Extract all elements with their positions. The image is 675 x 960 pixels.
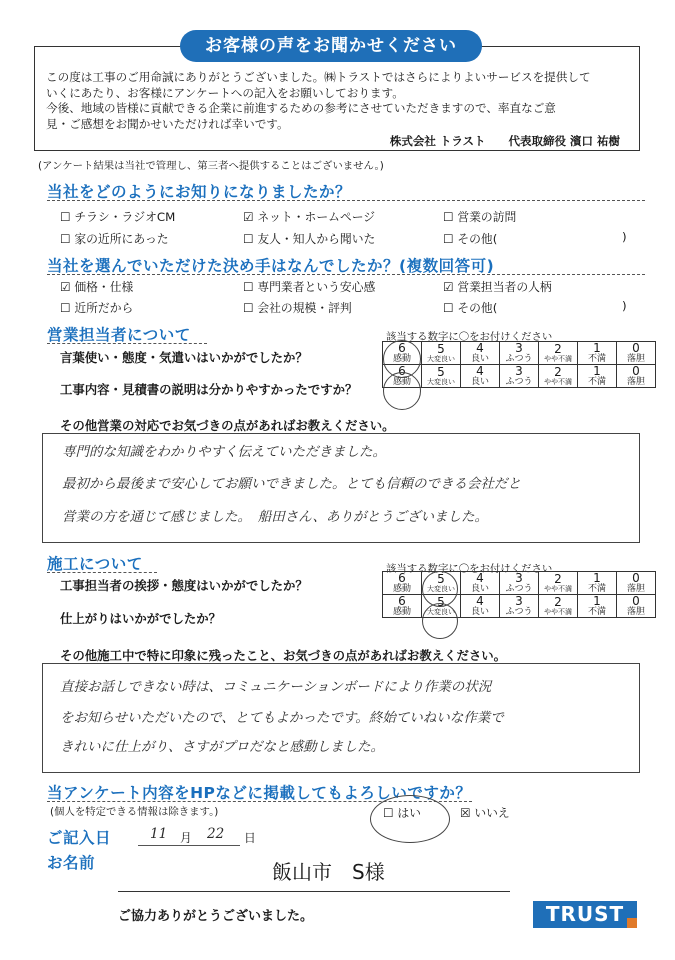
rating-cell-5[interactable]: 5 大変良い xyxy=(422,342,461,365)
rating-cell-5[interactable]: 5 大変良い xyxy=(422,595,461,618)
rating-cell-2[interactable]: 2 やや不満 xyxy=(539,595,578,618)
intro-line: 見・ご感想をお聞かせいただければ幸いです。 xyxy=(46,116,289,131)
rating-instruction: 該当する数字に〇をお付けください xyxy=(386,563,553,575)
sales-comment-line: 専門的な知識をわかりやすく伝えていただきました。 xyxy=(62,444,386,460)
rating-cell-3[interactable]: 3 ふつう xyxy=(500,595,539,618)
date-month: 11 xyxy=(150,826,168,842)
rating-cell-4[interactable]: 4 良い xyxy=(461,595,500,618)
rating-cell-1[interactable]: 1 不満 xyxy=(578,342,617,365)
trust-logo: TRUST xyxy=(533,901,637,928)
divider xyxy=(47,274,645,275)
rating-cell-5[interactable]: 5 大変良い xyxy=(422,572,461,595)
rating-cell-6[interactable]: 6 感動 xyxy=(383,572,422,595)
intro-line: この度は工事のご用命誠にありがとうございました。㈱トラストではさらによりよいサービスを提供して xyxy=(46,70,591,84)
q2-option[interactable]: ☐ 会社の規模・評判 xyxy=(243,301,352,315)
q1-option[interactable]: ☐ 友人・知人から聞いた xyxy=(243,232,376,246)
intro-line: いくにあたり、お客様にアンケートへの記入をお願いしております。 xyxy=(46,85,404,100)
privacy-note: (アンケート結果は当社で管理し、第三者へ提供することはございません。) xyxy=(38,160,384,172)
rating-cell-6[interactable]: 6 感動 xyxy=(383,595,422,618)
thanks-text: ご協力ありがとうございました。 xyxy=(118,909,314,924)
construction-comment-line: をお知らせいただいたので、とてもよかったです。終始ていねいな作業で xyxy=(60,710,504,726)
rating-cell-2[interactable]: 2 やや不満 xyxy=(539,342,578,365)
publish-yes-option[interactable]: ☐ はい xyxy=(383,806,421,820)
sales-rating-table xyxy=(382,341,656,388)
date-label: ご記入日 xyxy=(47,829,112,847)
hand-circle-mark xyxy=(383,372,421,410)
rating-cell-6[interactable]: 6 感動 xyxy=(383,365,422,388)
divider xyxy=(47,572,157,573)
construction-comment-line: きれいに仕上がり、さすがプロだなと感動しました。 xyxy=(60,739,384,755)
hand-circle-mark xyxy=(370,795,450,843)
rating-cell-0[interactable]: 0 落胆 xyxy=(617,342,656,365)
sales-question-2: 工事内容・見積書の説明は分かりやすかったですか？ xyxy=(60,382,358,397)
publish-no-option[interactable]: ☒ いいえ xyxy=(460,806,510,820)
intro-line: 今後、地域の皆様に貢献できる企業に前進するための参考にさせていただきますので、率直なご意 xyxy=(46,101,556,115)
name-underline xyxy=(118,891,510,892)
q2-heading: 当社を選んでいただけた決め手はなんでしたか？(複数回答可) xyxy=(47,257,495,275)
divider xyxy=(47,343,207,344)
sales-question-1: 言葉使い・態度・気遣いはいかがでしたか？ xyxy=(60,350,308,365)
rating-cell-0[interactable]: 0 落胆 xyxy=(617,572,656,595)
rating-cell-4[interactable]: 4 良い xyxy=(461,365,500,388)
q1-heading: 当社をどのようにお知りになりましたか？ xyxy=(47,183,352,201)
rating-cell-3[interactable]: 3 ふつう xyxy=(500,342,539,365)
publish-question: 当アンケート内容をHPなどに掲載してもよろしいですか？ xyxy=(47,784,472,802)
rating-cell-6[interactable]: 6 感動 xyxy=(383,342,422,365)
q1-option[interactable]: ☐ 営業の訪問 xyxy=(443,210,517,224)
q2-option[interactable]: ☐ 近所だから xyxy=(60,301,134,315)
name-label: お名前 xyxy=(47,854,96,872)
q2-option[interactable]: ☐ 専門業者という安心感 xyxy=(243,280,376,294)
publish-note: (個人を特定できる情報は除きます。) xyxy=(50,806,219,818)
sales-comment-line: 営業の方を通じて感じました。 船田さん、ありがとうございました。 xyxy=(62,509,489,525)
construction-question-2: 仕上がりはいかがでしたか？ xyxy=(60,611,222,626)
sales-comment-line: 最初から最後まで安心してお願いできました。とても信頼のできる会社だと xyxy=(62,476,521,492)
rating-instruction: 該当する数字に〇をお付けください xyxy=(386,331,553,343)
q1-option-other[interactable]: ☐ その他( xyxy=(443,232,498,246)
construction-question-1: 工事担当者の挨拶・態度はいかがでしたか？ xyxy=(60,578,308,593)
intro-text xyxy=(46,70,631,132)
q1-option-checked[interactable]: ☑ ネット・ホームページ xyxy=(243,210,376,224)
logo-corner-mark xyxy=(627,918,637,928)
rating-row xyxy=(383,365,656,388)
q2-option-checked[interactable]: ☑ 価格・仕様 xyxy=(60,280,134,294)
q1-option[interactable]: ☐ チラシ・ラジオCM xyxy=(60,210,176,224)
sales-heading: 営業担当者について xyxy=(47,326,191,344)
q2-option-checked[interactable]: ☑ 営業担当者の人柄 xyxy=(443,280,552,294)
rating-row xyxy=(383,342,656,365)
name-value: 飯山市 S様 xyxy=(272,860,385,884)
construction-free-prompt: その他施工中で特に印象に残ったこと、お気づきの点があればお教えください。 xyxy=(60,648,507,663)
day-unit: 日 xyxy=(244,831,256,845)
q2-option-other[interactable]: ☐ その他( xyxy=(443,301,498,315)
rating-cell-2[interactable]: 2 やや不満 xyxy=(539,365,578,388)
hand-circle-mark xyxy=(422,603,458,639)
rating-cell-5[interactable]: 5 大変良い xyxy=(422,365,461,388)
rating-cell-3[interactable]: 3 ふつう xyxy=(500,572,539,595)
date-underline xyxy=(138,845,240,846)
q1-option[interactable]: ☐ 家の近所にあった xyxy=(60,232,169,246)
rating-cell-3[interactable]: 3 ふつう xyxy=(500,365,539,388)
q1-option-other-close: ) xyxy=(622,230,627,244)
construction-heading: 施工について xyxy=(47,555,143,573)
sales-free-prompt: その他営業の対応でお気づきの点があればお教えください。 xyxy=(60,418,395,433)
rating-cell-1[interactable]: 1 不満 xyxy=(578,572,617,595)
divider xyxy=(47,200,645,201)
rating-cell-4[interactable]: 4 良い xyxy=(461,572,500,595)
hand-circle-mark xyxy=(422,571,458,607)
rating-cell-1[interactable]: 1 不満 xyxy=(578,365,617,388)
company-signature: 株式会社 トラスト 代表取締役 濱口 祐樹 xyxy=(389,134,620,148)
date-day: 22 xyxy=(207,826,225,842)
rating-cell-0[interactable]: 0 落胆 xyxy=(617,365,656,388)
q2-option-other-close: ) xyxy=(622,299,627,313)
rating-cell-0[interactable]: 0 落胆 xyxy=(617,595,656,618)
rating-cell-4[interactable]: 4 良い xyxy=(461,342,500,365)
construction-comment-line: 直接お話しできない時は、コミュニケーションボードにより作業の状況 xyxy=(60,679,492,695)
month-unit: 月 xyxy=(180,831,192,845)
rating-cell-1[interactable]: 1 不満 xyxy=(578,595,617,618)
rating-cell-2[interactable]: 2 やや不満 xyxy=(539,572,578,595)
page-title: お客様の声をお聞かせください xyxy=(180,30,482,62)
